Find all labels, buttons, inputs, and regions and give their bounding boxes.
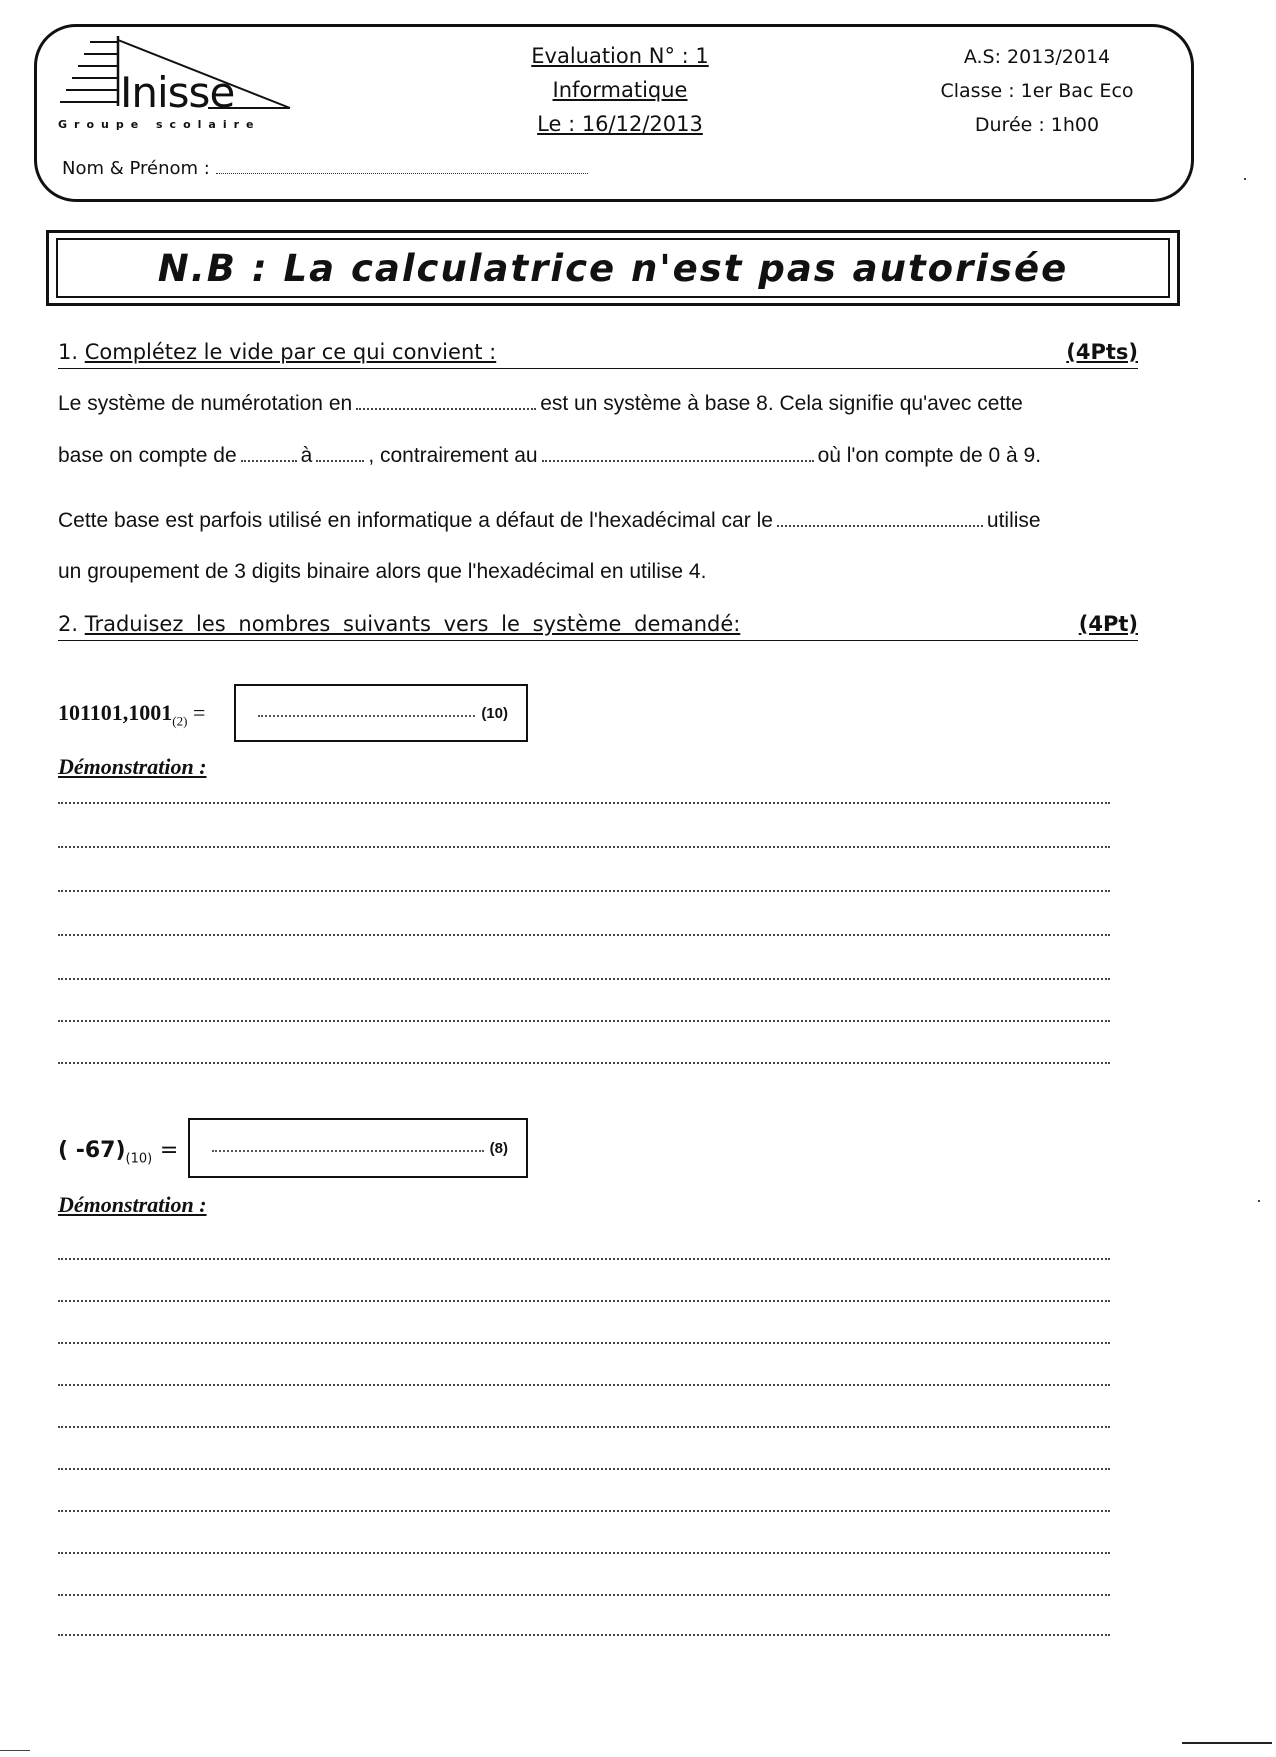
scan-edge-mark — [0, 1750, 30, 1751]
demo-2-line[interactable] — [58, 1632, 1110, 1636]
q1-line-2-a: à — [300, 444, 313, 467]
demo-2-line[interactable] — [58, 1550, 1110, 1554]
q1-line-1-end: est un système à base 8. Cela signifie qu'avec cette — [540, 392, 1023, 415]
demo-1-line[interactable] — [58, 800, 1110, 804]
demo-2-line[interactable] — [58, 1424, 1110, 1428]
conversion-1-answer-box[interactable] — [234, 684, 528, 742]
question-1-number: 1. — [58, 340, 79, 364]
question-2-title — [58, 612, 1138, 641]
school-year: A.S: 2013/2014 — [963, 46, 1111, 68]
q1-line-1 — [58, 392, 1023, 416]
conversion-2-demo-label: Démonstration : — [58, 1192, 207, 1217]
logo-subtitle: Groupe scolaire — [58, 118, 261, 131]
demo-1-line[interactable] — [58, 888, 1110, 892]
demo-2-line[interactable] — [58, 1298, 1110, 1302]
q1-line-2-start: base on compte de — [58, 444, 237, 467]
conversion-1-expression — [58, 700, 205, 729]
q1-line-2-end: où l'on compte de 0 à 9. — [817, 444, 1042, 467]
question-2-number: 2. — [58, 612, 79, 636]
demo-1-line[interactable] — [58, 1018, 1110, 1022]
conversion-2-answer-blank[interactable] — [212, 1144, 484, 1152]
demo-2-line[interactable] — [58, 1340, 1110, 1344]
notice-banner — [56, 238, 1170, 298]
name-label: Nom & Prénom : — [62, 158, 210, 179]
q1-line-3 — [58, 509, 1041, 533]
conversion-1-value: 101101,1001 — [58, 700, 173, 725]
class-level: Classe : 1er Bac Eco — [940, 80, 1134, 102]
conversion-2-value: ( -67) — [58, 1138, 126, 1163]
demo-2-line[interactable] — [58, 1592, 1110, 1596]
name-field[interactable] — [62, 158, 588, 179]
demo-1-line[interactable] — [58, 844, 1110, 848]
scan-edge-mark — [1182, 1742, 1272, 1744]
demo-1-line[interactable] — [58, 1060, 1110, 1064]
duration: Durée : 1h00 — [974, 114, 1100, 136]
demo-2-line[interactable] — [58, 1508, 1110, 1512]
blank-numeration-system[interactable] — [356, 404, 536, 410]
demo-2-line[interactable] — [58, 1256, 1110, 1260]
demo-1-line[interactable] — [58, 932, 1110, 936]
conversion-2-target-base: (8) — [489, 1139, 508, 1157]
name-blank[interactable] — [216, 169, 588, 174]
q1-line-3-end: utilise — [986, 509, 1041, 532]
exam-date: Le : 16/12/2013 — [537, 112, 703, 136]
evaluation-number: Evaluation N° : 1 — [531, 44, 709, 68]
q1-line-2 — [58, 444, 1041, 468]
blank-octal-reason[interactable] — [777, 521, 983, 527]
calculator-notice: N.B : La calculatrice n'est pas autorisée — [157, 246, 1069, 290]
conversion-2-equals: = — [159, 1138, 179, 1163]
conversion-1-answer-blank[interactable] — [258, 709, 475, 717]
conversion-2-answer-box[interactable] — [188, 1118, 528, 1178]
conversion-1-base: (2) — [172, 713, 188, 729]
blank-decimal-system[interactable] — [542, 456, 814, 462]
school-logo — [58, 34, 298, 144]
question-1-points: (4Pts) — [1066, 340, 1138, 364]
demo-1-line[interactable] — [58, 976, 1110, 980]
conversion-1-equals: = — [192, 700, 206, 725]
blank-count-to[interactable] — [316, 456, 364, 462]
question-1-title — [58, 340, 1138, 369]
conversion-2-expression — [58, 1138, 178, 1166]
q1-line-4 — [58, 560, 706, 584]
conversion-1-target-base: (10) — [481, 704, 508, 722]
blank-count-from[interactable] — [241, 456, 297, 462]
q1-line-2-contrary: , contrairement au — [368, 444, 538, 467]
question-2-text: Traduisez les nombres suivants vers le système demandé: — [84, 612, 741, 636]
q1-line-1-start: Le système de numérotation en — [58, 392, 353, 415]
scan-speck — [1244, 178, 1246, 180]
logo-wordmark: Inisse — [120, 68, 235, 117]
demo-2-line[interactable] — [58, 1382, 1110, 1386]
demo-2-line[interactable] — [58, 1466, 1110, 1470]
question-2-points: (4Pt) — [1078, 612, 1138, 636]
conversion-1-demo-label: Démonstration : — [58, 754, 207, 779]
conversion-2-base: (10) — [125, 1151, 153, 1167]
subject: Informatique — [552, 78, 688, 102]
q1-line-3-start: Cette base est parfois utilisé en informatique a défaut de l'hexadécimal car le — [58, 509, 773, 532]
question-1-text: Complétez le vide par ce qui convient : — [84, 340, 497, 364]
scan-speck — [1258, 1200, 1260, 1202]
q1-line-4-text: un groupement de 3 digits binaire alors que l'hexadécimal en utilise 4. — [58, 560, 707, 583]
